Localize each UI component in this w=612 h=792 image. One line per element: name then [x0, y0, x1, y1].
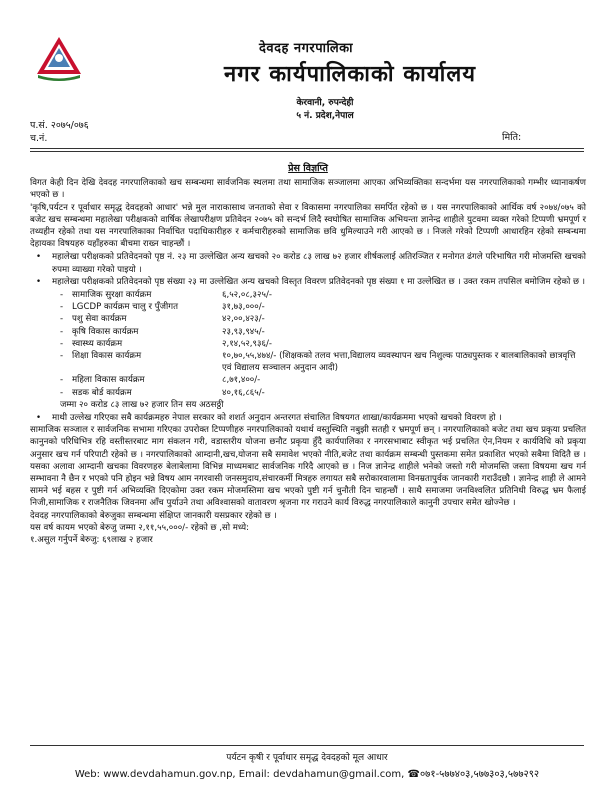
- arrears-total: यस वर्ष कायम भएको बेरुजु जम्मा २,११,५५,०००/- रहेको छ ,सो मध्ये:: [30, 522, 250, 533]
- program-item: - स्वास्थ्य कार्यक्रम २,१४,५२,९३६/-: [60, 338, 586, 350]
- context-paragraph: 'कृषि,पर्यटन र पूर्वाधार समृद्ध देवदहको आधार' भन्ने मुल नाराकासाथ जनताको सेवा र विकासमा नगरपालिका समर्पित रहेको छ । यस नगरपालिकाको आर्थिक वर्ष २०७४/०७५ को बजेट खच सम्बन्धमा महालेखा परीक्षकको वार्षिक लेखापरीक्षण प्रतिवेदन २०७५ को सन्दर्भ लिदै स्वघोषित सामाजिक अभियन्ता ज्ञानेन्द्र शाहीले युटवमा व्यक्त गरेको टिप्पणी भ्रमपूर्ण र तथ्यहीन रहेको तथा यस नगरपालिकाका निर्वाचित पदाधिकारीहरु र कर्मचारीहरुको सामाजिक छवि धुमिल्याउने गरी आएको छ । निजले गरेको टिप्पणी आधारहिन रहेको सम्बन्धमा देहायका विषयहरु यहाँहरुका बीचमा राख्न चाहन्छौं ।: [30, 202, 586, 250]
- dispatch-number: च.नं.: [30, 133, 48, 144]
- program-item: - पशु सेवा कार्यक्रम ४२,००,४२३/-: [60, 313, 586, 325]
- program-amount: २,१४,५२,९३६/-: [222, 338, 272, 349]
- program-amount: ३१,७३,०००/-: [222, 302, 265, 313]
- program-amount: ४०,१६,८६५/-: [222, 387, 265, 398]
- bullet-list: [30, 251, 586, 288]
- program-list: [60, 289, 586, 399]
- header-divider: [30, 148, 584, 149]
- program-amount: २३,९३,९४५/-: [222, 326, 265, 337]
- footer-slogan: पर्यटन कृषी र पूर्वाधार समृद्ध देवदहको मूल आधार: [226, 753, 388, 763]
- notice-body: [30, 163, 586, 546]
- date-label: मिति:: [502, 132, 522, 143]
- program-amount: १०,७०,५५,४७४/- (शिक्षकको तलव भत्ता,विद्यालय व्यवस्थापन खच निशुल्क पाठ्यपुस्तक र बालबालिकाको छात्रवृत्ति एवं विद्यालय सञ्चालन अनुदान आदी): [222, 351, 576, 374]
- program-name: स्वास्थ्य कार्यक्रम: [72, 338, 123, 349]
- footer-contact: Web: www.devdahamun.gov.np, Email: devdahamun@gmail.com, ☎०७१-५७७४०३,५७७३०३,५७७२९२: [74, 769, 540, 780]
- program-item: - शिक्षा विकास कार्यक्रम १०,७०,५५,४७४/- (शिक्षकको तलव भत्ता,विद्यालय व्यवस्थापन खच निशुल्क पाठ्यपुस्तक र बालबालिकाको छात्रवृत्ति एवं विद्यालय सञ्चालन अनुदान आदी): [60, 350, 586, 374]
- bullet-list: [30, 412, 586, 424]
- program-item: - सडक बोर्ड कार्यक्रम ४०,१६,८६५/-: [60, 387, 586, 399]
- program-name: पशु सेवा कार्यक्रम: [72, 314, 127, 325]
- arrears-item: १.असुल गर्नुपर्ने बेरुजु: ६९लाख २ हजार: [30, 535, 153, 546]
- reference-number: प.सं. २०७५/०७६: [30, 120, 89, 131]
- page-footer: [30, 745, 584, 780]
- program-name: सडक बोर्ड कार्यक्रम: [72, 387, 132, 398]
- program-item: - LGCDP कार्यक्रम चालु र पुँजीगत ३१,७३,०००/-: [60, 301, 586, 313]
- program-amount: ६,५२,०८,३२५/-: [222, 290, 272, 301]
- program-total: जम्मा २० करोड ८३ लाख ७२ हजार तिन सय अठसठ्ठी: [60, 399, 224, 410]
- program-item: - महिला विकास कार्यक्रम ८,७१,४००/-: [60, 374, 586, 386]
- program-amount: ८,७१,४००/-: [222, 375, 261, 386]
- notice-title: प्रेस विज्ञप्ति: [288, 163, 328, 174]
- bullet-item: • माथी उल्लेख गरिएका सबै कार्यक्रमहरु नेपाल सरकार को शशर्त अनुदान अन्तरगत संचालित विषयगत शाखा/कार्यक्रममा भएको खचको विवरण हो ।: [30, 412, 586, 424]
- program-item: - सामाजिक सुरक्षा कार्यक्रम ६,५२,०८,३२५/-: [60, 289, 586, 301]
- program-item: - कृषि विकास कार्यक्रम २३,९३,९४५/-: [60, 326, 586, 338]
- program-name: महिला विकास कार्यक्रम: [72, 375, 145, 386]
- header-address-line1: केरवानी, रुपन्देही: [296, 98, 354, 108]
- program-name: कृषि विकास कार्यक्रम: [72, 326, 139, 337]
- bullet-item: • महालेखा परीक्षकको प्रतिवेदनको पृष्ठ संख्या २३ मा उल्लेखित अन्य खचको विस्तृत विवरण प्रतिवेदनको पृष्ठ संख्या १ मा उल्लेखित छ । उक्त रकम तपसिल बमोजिम रहेको छ ।: [30, 276, 586, 288]
- header-address-line2: ५ नं. प्रदेश,नेपाल: [296, 111, 354, 121]
- intro-paragraph: विगत केही दिन देखि देवदह नगरपालिकाको खच सम्बन्धमा सार्वजनिक स्थलमा तथा सामाजिक सञ्जालमा आएका अभिव्यक्तिका सन्दर्भमा यस नगरपालिकाको गम्भीर ध्यानाकर्षण भएको छ ।: [30, 178, 586, 201]
- program-name: सामाजिक सुरक्षा कार्यक्रम: [72, 290, 152, 301]
- arrears-intro: देवदह नगरपालिकाको बेरुजुका सम्बन्धमा संक्षिप्त जानकारी यसप्रकार रहेको छ ।: [30, 510, 277, 521]
- header-divider-thick: [30, 151, 584, 152]
- header-title: नगर कार्यपालिकाको कार्यालय: [224, 62, 476, 87]
- header-subtitle: देवदह नगरपालिका: [258, 41, 354, 56]
- clarification-paragraph: सामाजिक सञ्जाल र सार्वजनिक सभामा गरिएका उपरोक्त टिप्पणीहरु नगरपालिकाको यथार्थ वस्तुस्थिति नबुझी सतही र भ्रमपूर्ण छन् । नगरपालिकाको बजेट तथा खच प्रकृया प्रचलित कानुनको परिधिभित्र रहि वस्तीस्तरबाट माग संकलन गरी, वडास्तरीय योजना छनौट प्रकृया हुँदै कार्यपालिका र नगरसभाबाट स्वीकृत भई प्रचलित ऐन,नियम र कार्यविधि को प्रकृया अनुसार खच गर्न परिपाटी रहेको छ । नगरपालिकाको आम्दानी,खच,योजना सबै समावेश भएको नीति,बजेट तथा कार्यक्रम सम्बन्धी पुस्तकमा समेत प्रकाशित भएको सबैमा विदितै छ । यसका अलावा आम्दानी खचका विवरणहरु बेलाबेलामा विभिन्न माध्यमबाट सार्वजनिक गरिदै आएको छ । निज ज्ञानेन्द्र शाहीले भनेको जस्तो गरी मोजमस्ति जस्ता विषयमा खच गर्न सम्भावना नै छैन र भएको पनि होइन भन्ने विषय आम नगरवासी जनसमुदाय,संचारकर्मी मित्रहरु लगायत सबै सरोकारवालामा विनम्रतापुर्वक जानकारी गराउँदछौ । ज्ञानेन्द्र शाही ले आमने सामने भई बहस र पुष्टी गर्न अभिव्यक्ति दिएकोमा उक्त रकम मोजमस्तिमा खच भएको पुष्टी गर्न चुनौती दिन चाहन्छौं । साथै समाजमा जनविश्वलित प्रतिनिधी विरुद्ध भ्रम फैलाई निजी,सामाजिक र राजनैतिक जिवनमा आँच पुर्याउने तथा अविश्वासको वातावरण श्रृजना गर गराउने कार्य विरुद्ध नगरपालिकाले कानुनी उपचार समेत खोज्नेछ ।: [30, 425, 586, 509]
- program-amount: ४२,००,४२३/-: [222, 314, 265, 325]
- program-name: LGCDP कार्यक्रम चालु र पुँजीगत: [72, 302, 178, 313]
- program-name: शिक्षा विकास कार्यक्रम: [72, 351, 142, 362]
- bullet-item: • महालेखा परीक्षकको प्रतिवेदनको पृष्ठ नं. २३ मा उल्लेखित अन्य खचको २० करोड ८३ लाख ७२ हजार शीर्षकलाई अतिरञ्जित र मनोगत ढंगले परिभाषित गरी मोजमस्ति खचको रुपमा व्याख्या गरेको पाइयो ।: [30, 251, 586, 275]
